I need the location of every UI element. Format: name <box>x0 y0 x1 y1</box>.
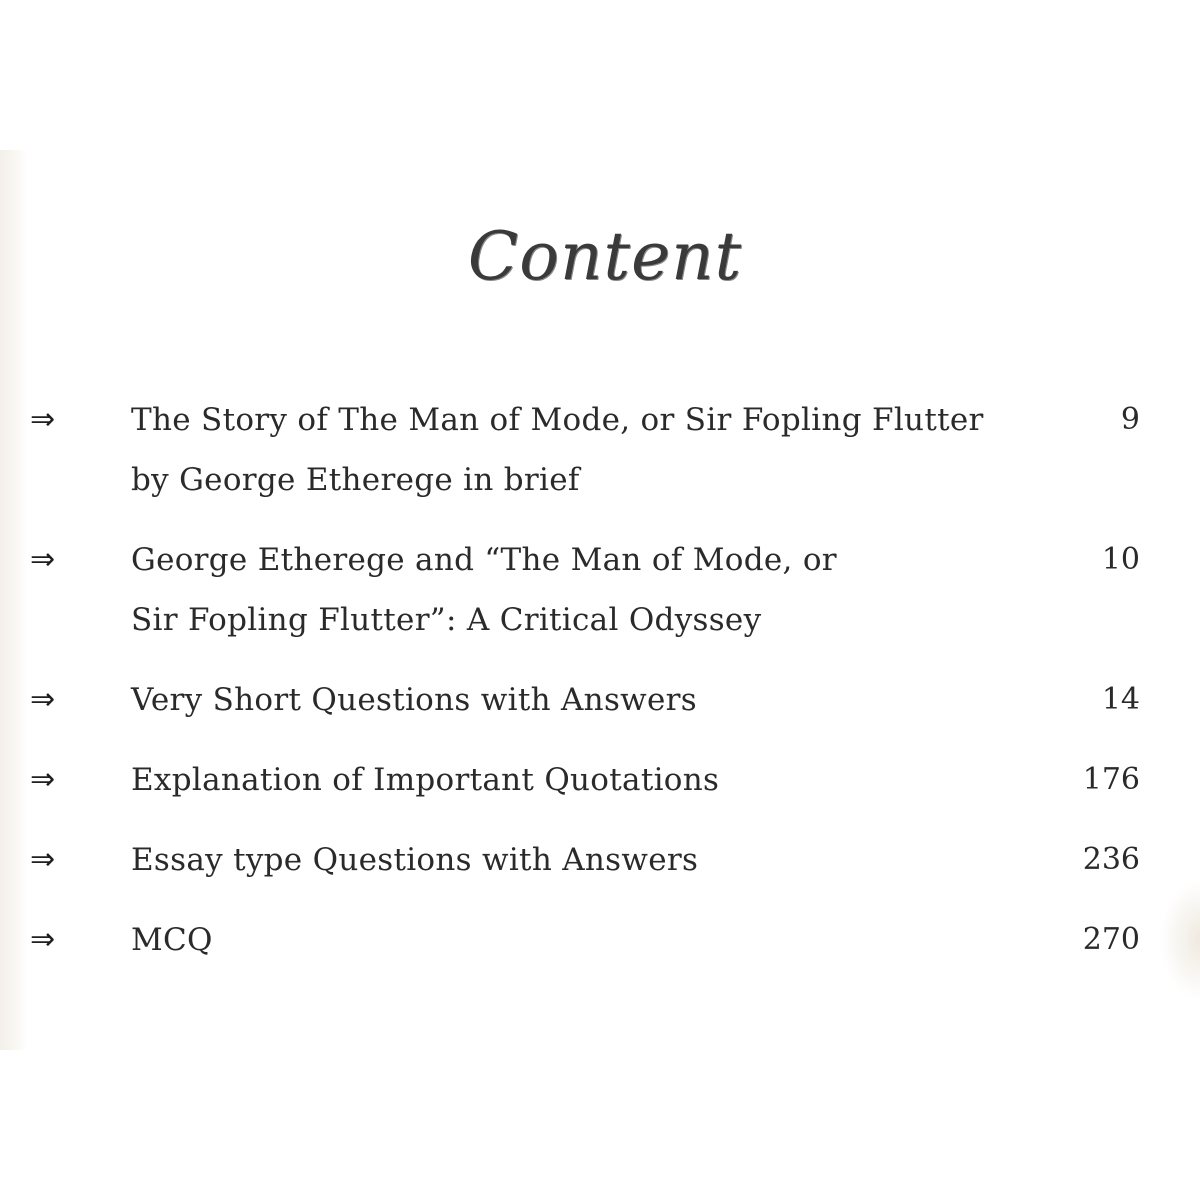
toc-page-number: 270 <box>1082 922 1140 957</box>
toc-entry-label <box>131 390 1031 510</box>
toc-entry-line: by George Etherege in brief <box>131 462 580 498</box>
double-arrow-icon: ⇒ <box>30 682 56 717</box>
toc-entry-label <box>131 910 1031 970</box>
toc-entry-line: Sir Fopling Flutter”: A Critical Odyssey <box>131 602 762 638</box>
toc-page-number: 14 <box>1101 682 1140 717</box>
toc-entry-label <box>131 670 1031 730</box>
double-arrow-icon: ⇒ <box>30 762 56 797</box>
toc-entry-line: Very Short Questions with Answers <box>131 682 697 718</box>
toc-entry-label <box>131 750 1031 810</box>
toc-entry-line: MCQ <box>131 922 213 958</box>
toc-page-number: 10 <box>1101 542 1140 577</box>
page-title: Content <box>467 218 743 295</box>
double-arrow-icon: ⇒ <box>30 402 56 437</box>
toc-page-number: 176 <box>1082 762 1140 797</box>
toc-entry-line: Explanation of Important Quotations <box>131 762 720 798</box>
toc-page-number: 9 <box>1120 402 1140 437</box>
double-arrow-icon: ⇒ <box>30 922 56 957</box>
toc-entry-line: George Etherege and “The Man of Mode, or <box>131 542 837 578</box>
toc-entry-label <box>131 530 1031 650</box>
toc-entry-label <box>131 830 1031 890</box>
toc-page-number: 236 <box>1082 842 1140 877</box>
toc-entry-line: The Story of The Man of Mode, or Sir Fopling Flutter <box>131 402 984 438</box>
toc-entry-line: Essay type Questions with Answers <box>131 842 699 878</box>
double-arrow-icon: ⇒ <box>30 542 56 577</box>
double-arrow-icon: ⇒ <box>30 842 56 877</box>
